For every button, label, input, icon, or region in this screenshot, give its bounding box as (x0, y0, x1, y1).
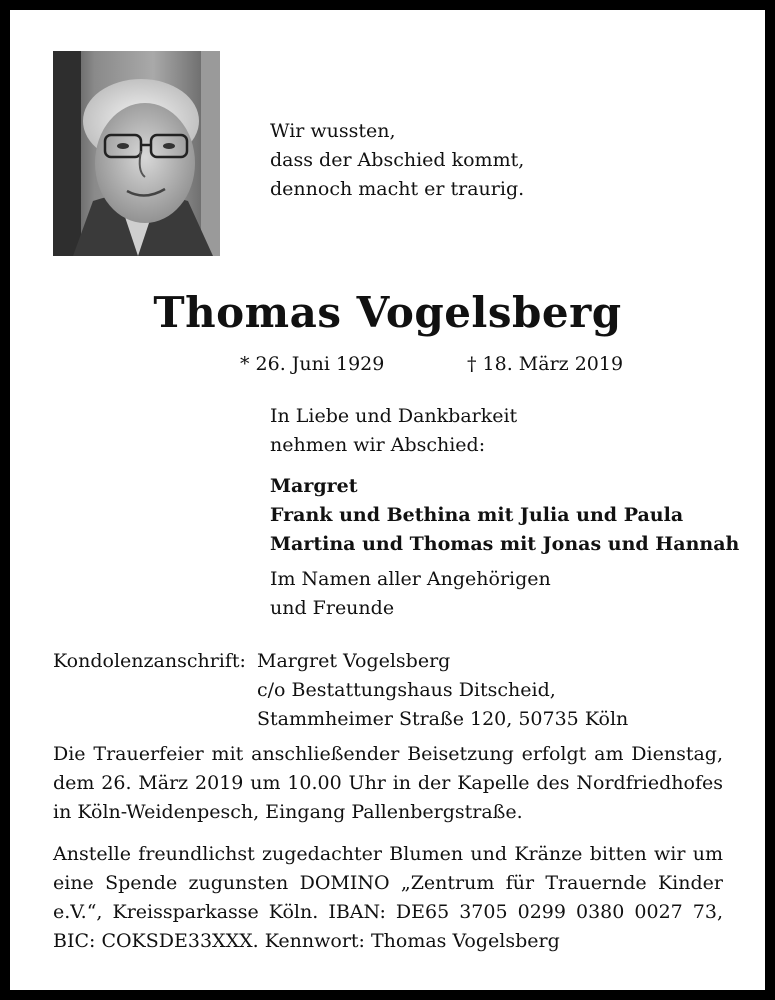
quote-line: dass der Abschied kommt, (270, 149, 525, 171)
ceremony-line: in Köln-Weidenpesch, Eingang Pallenbergstraße. (53, 801, 523, 823)
family-names (270, 472, 739, 559)
donation-line: BIC: COKSDE33XXX. Kennwort: Thomas Vogelsberg (53, 930, 560, 952)
portrait-photo (53, 51, 220, 256)
ceremony-line: dem 26. März 2019 um 10.00 Uhr in der Kapelle des Nordfriedhofes (53, 772, 723, 794)
relatives-line: Im Namen aller Angehörigen (270, 568, 551, 590)
family-line: Margret (270, 475, 358, 497)
intro-line: nehmen wir Abschied: (270, 434, 486, 456)
farewell-intro (270, 402, 517, 460)
donation-line: eine Spende zugunsten DOMINO „Zentrum für Trauernde Kinder (53, 872, 723, 894)
donation-line: e.V.“, Kreissparkasse Köln. IBAN: DE65 3705 0299 0380 0027 73, (53, 901, 723, 923)
address-line: c/o Bestattungshaus Ditscheid, (257, 679, 556, 701)
quote (270, 117, 524, 204)
portrait-image (53, 51, 220, 256)
relatives-line: und Freunde (270, 597, 395, 619)
donation-line: Anstelle freundlichst zugedachter Blumen und Kränze bitten wir um (53, 843, 723, 865)
birth-date: * 26. Juni 1929 (240, 353, 385, 375)
ceremony-line: Die Trauerfeier mit anschließender Beisetzung erfolgt am Dienstag, (53, 743, 723, 765)
death-date: † 18. März 2019 (467, 353, 624, 375)
address-line: Margret Vogelsberg (257, 650, 451, 672)
donation-info (53, 840, 723, 956)
relatives-note (270, 565, 551, 623)
family-line: Frank und Bethina mit Julia und Paula (270, 504, 684, 526)
family-line: Martina und Thomas mit Jonas und Hannah (270, 533, 740, 555)
quote-line: dennoch macht er traurig. (270, 178, 525, 200)
address-line: Stammheimer Straße 120, 50735 Köln (257, 708, 629, 730)
deceased-name: Thomas Vogelsberg (153, 288, 622, 337)
condolence-label: Kondolenzanschrift: (53, 650, 246, 672)
condolence-address (257, 647, 628, 734)
quote-line: Wir wussten, (270, 120, 396, 142)
intro-line: In Liebe und Dankbarkeit (270, 405, 518, 427)
ceremony-info (53, 740, 723, 827)
